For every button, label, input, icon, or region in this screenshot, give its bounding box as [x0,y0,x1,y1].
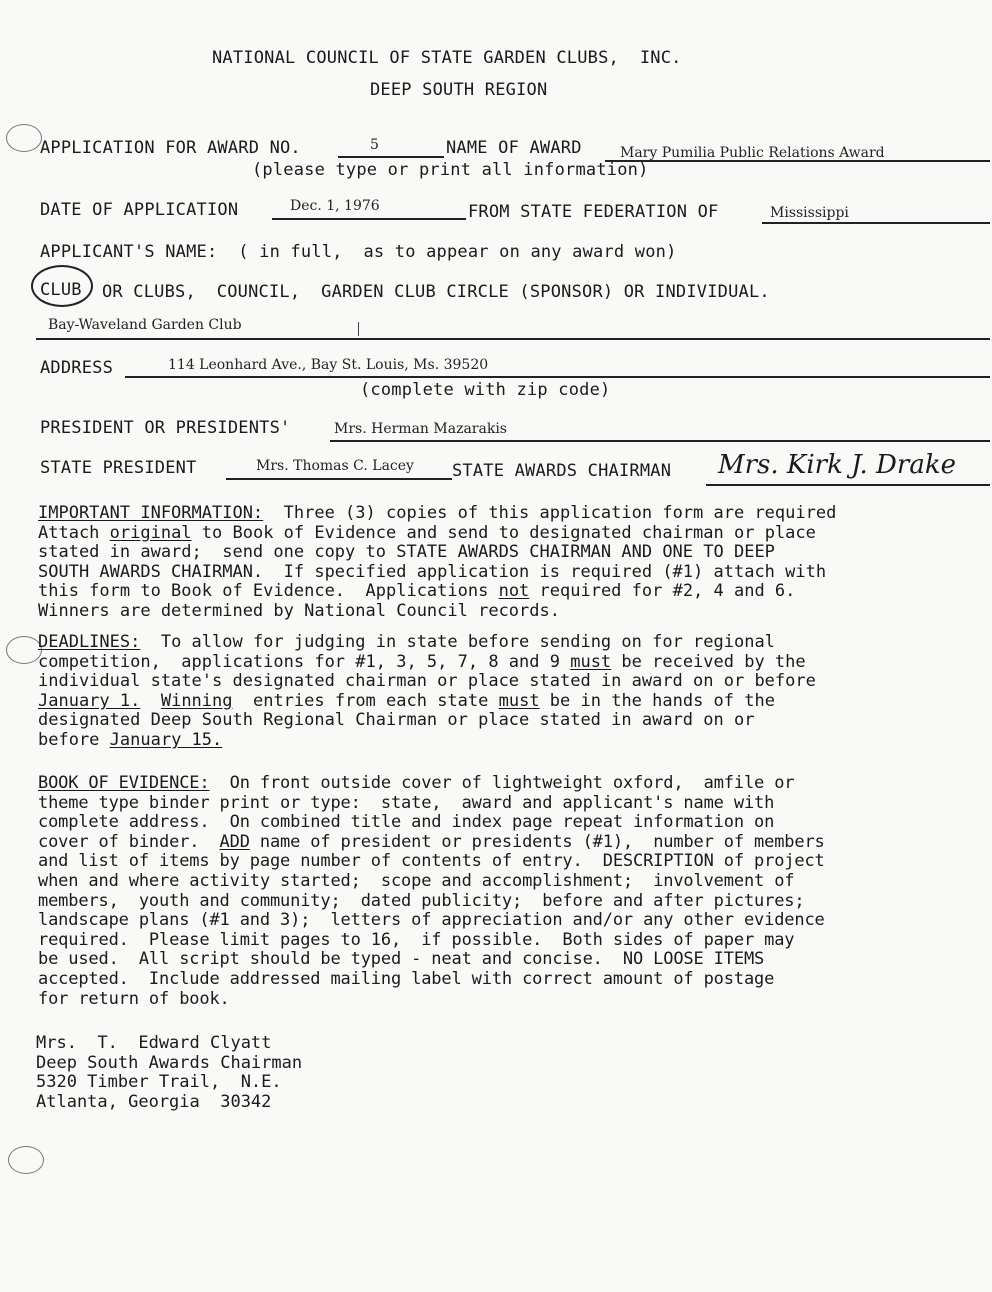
important-line5c: required for #2, 4 and 6. [529,581,796,602]
deadlines-line5: designated Deep South Regional Chairman or place stated in award on or [38,710,755,731]
deadlines-line3: individual state's designated chairman or place stated in award on or before [38,671,816,692]
deadlines-line2c: be received by the [611,651,806,672]
book-line1: On front outside cover of lightweight oxford, amfile or [209,773,795,793]
club-name-tick [358,322,360,336]
chairman-city: Atlanta, Georgia 30342 [36,1091,272,1112]
punch-hole-bottom [8,1146,44,1174]
important-line5a: this form to Book of Evidence. Applications [38,581,499,602]
awards-chairman-line [706,484,990,486]
name-of-award-label: NAME OF AWARD [446,138,582,158]
important-line3: stated in award; send one copy to STATE AWARDS CHAIRMAN AND ONE TO DEEP [38,542,775,563]
book-line11: accepted. Include addressed mailing label with correct amount of postage [38,968,775,989]
state-line [762,222,990,224]
important-heading: IMPORTANT INFORMATION: [38,503,264,523]
club-name-value[interactable]: Bay-Waveland Garden Club [48,317,242,333]
zip-note: (complete with zip code) [360,380,611,400]
important-line1: Three (3) copies of this application form are required [263,503,837,523]
important-line6: Winners are determined by National Council records. [38,600,560,621]
print-note: (please type or print all information) [252,160,649,180]
deadlines-line2a: competition, applications for #1, 3, 5, 7, 8 and 9 [38,651,571,672]
book-line10: be used. All script should be typed - neat and concise. NO LOOSE ITEMS [38,949,765,970]
award-no-line [338,156,444,158]
deadlines-line4d: entries from each state [232,690,499,711]
deadlines-jan15: January 15. [109,729,223,750]
state-president-label: STATE PRESIDENT [40,458,197,478]
book-line6: when and where activity started; scope and accomplishment; involvement of [38,870,795,891]
chairman-title: Deep South Awards Chairman [36,1052,303,1073]
date-line [272,218,466,220]
chairman-name: Mrs. T. Edward Clyatt [36,1033,272,1053]
book-line5: and list of items by page number of contents of entry. DESCRIPTION of project [38,851,825,872]
date-value[interactable]: Dec. 1, 1976 [290,198,380,214]
address-line [125,376,990,378]
page-subtitle: DEEP SOUTH REGION [370,80,548,100]
applicant-label: APPLICANT'S NAME: ( in full, as to appear on any award won) [40,242,677,262]
chairman-street: 5320 Timber Trail, N.E. [36,1072,282,1093]
deadlines-must-1: must [570,651,612,672]
address-label: ADDRESS [40,358,114,378]
signature-block [36,1034,302,1112]
important-info-block [38,504,836,622]
state-president-line [226,478,452,480]
president-label: PRESIDENT OR PRESIDENTS' [40,418,291,438]
book-add: ADD [219,831,250,852]
book-line4a: cover of binder. [38,831,220,852]
book-line12: for return of book. [38,988,230,1009]
book-line7: members, youth and community; dated publicity; before and after pictures; [38,890,805,911]
punch-hole-top [6,124,42,152]
state-federation-label: FROM STATE FEDERATION OF [468,202,719,222]
club-name-line [36,338,990,340]
award-no-value[interactable]: 5 [370,137,379,153]
punch-hole-middle [6,636,42,664]
deadlines-line4f: be in the hands of the [539,690,775,711]
deadlines-must-2: must [498,690,540,711]
date-label: DATE OF APPLICATION [40,200,239,220]
deadlines-line1: To allow for judging in state before sending on for regional [140,632,775,652]
address-value[interactable]: 114 Leonhard Ave., Bay St. Louis, Ms. 39520 [168,357,489,373]
application-label: APPLICATION FOR AWARD NO. [40,138,301,158]
book-heading: BOOK OF EVIDENCE: [38,773,210,793]
state-president-value[interactable]: Mrs. Thomas C. Lacey [256,458,414,474]
deadlines-line4b [140,691,160,711]
state-value[interactable]: Mississippi [770,205,849,221]
club-word: CLUB [40,280,82,300]
book-of-evidence-block [38,774,825,1009]
awards-chairman-label: STATE AWARDS CHAIRMAN [452,461,672,481]
deadlines-block [38,633,816,751]
deadlines-line6a: before [38,729,110,750]
page-title: NATIONAL COUNCIL OF STATE GARDEN CLUBS, INC. [212,48,682,68]
name-of-award-value[interactable]: Mary Pumilia Public Relations Award [620,145,885,161]
book-line3: complete address. On combined title and index page repeat information on [38,812,775,833]
important-line2c: to Book of Evidence and send to designated chairman or place [191,522,816,543]
awards-chairman-signature: Mrs. Kirk J. Drake [718,450,956,480]
book-line9: required. Please limit pages to 16, if possible. Both sides of paper may [38,929,795,950]
book-line4c: name of president or presidents (#1), number of members [249,831,825,852]
deadlines-winning: Winning [160,690,233,711]
important-not: not [498,581,530,602]
book-line2: theme type binder print or type: state, award and applicant's name with [38,792,775,813]
important-original: original [109,522,192,543]
deadlines-heading: DEADLINES: [38,632,141,652]
president-line [330,440,990,442]
deadlines-jan1: January 1. [38,690,141,711]
important-line2a: Attach [38,522,110,543]
president-value[interactable]: Mrs. Herman Mazarakis [334,421,507,437]
book-line8: landscape plans (#1 and 3); letters of appreciation and/or any other evidence [38,910,825,931]
important-line4: SOUTH AWARDS CHAIRMAN. If specified application is required (#1) attach with [38,561,827,582]
club-options: OR CLUBS, COUNCIL, GARDEN CLUB CIRCLE (SPONSOR) OR INDIVIDUAL. [102,282,770,302]
